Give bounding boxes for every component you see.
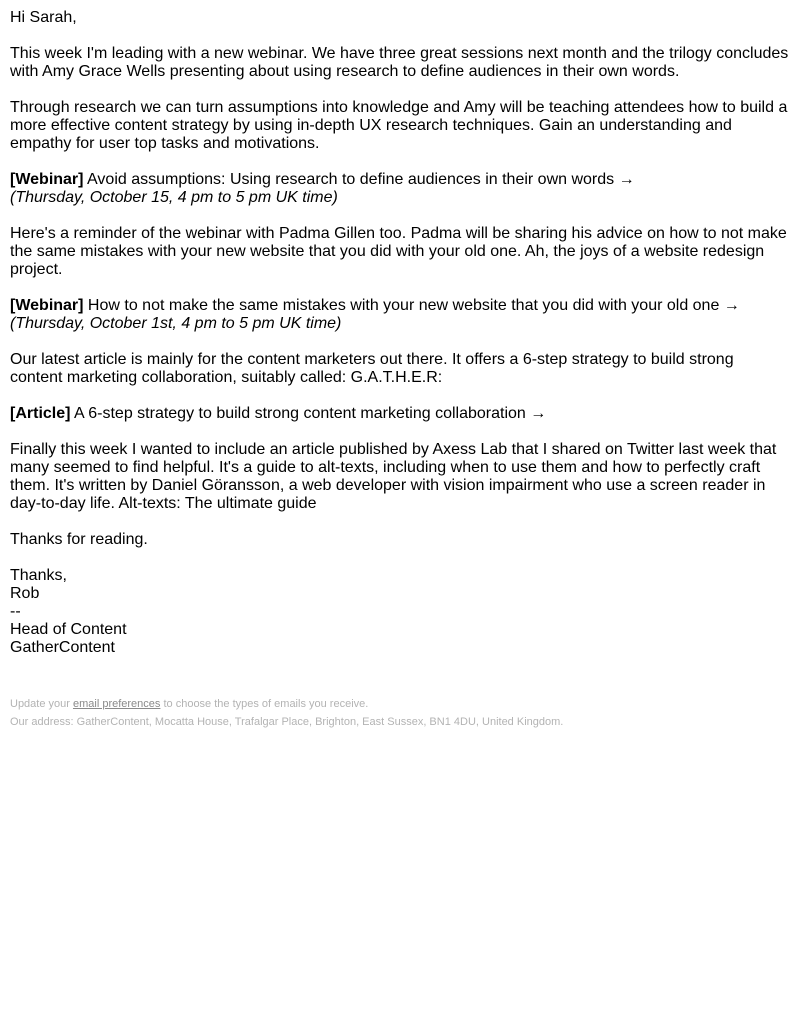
- signature-role: Head of Content: [10, 621, 127, 638]
- article-intro-paragraph: Our latest article is mainly for the content marketers out there. It offers a 6-step strategy to build strong content marketing collaboration, suitably called: G.A.T.H.E.R:: [10, 351, 734, 386]
- email-footer: [10, 695, 790, 731]
- signature-company: GatherContent: [10, 639, 115, 656]
- article-title: A 6-step strategy to build strong content marketing collaboration →: [70, 405, 547, 422]
- article-link[interactable]: [10, 405, 546, 422]
- webinar-2-tag: [Webinar]: [10, 297, 84, 314]
- signature-separator: --: [10, 603, 21, 620]
- signature-signoff: Thanks,: [10, 567, 67, 584]
- signature: [10, 567, 790, 657]
- footer-address: Our address: GatherContent, Mocatta House, Trafalgar Place, Brighton, East Sussex, BN1 4DU, United Kingdom.: [10, 716, 564, 728]
- webinar-2-link-line[interactable]: [10, 297, 790, 315]
- article-tag: [Article]: [10, 405, 71, 422]
- webinar-2-title: How to not make the same mistakes with your new website that you did with your old one →: [83, 297, 740, 314]
- email-preferences-link[interactable]: email preferences: [72, 698, 161, 710]
- article-block: [10, 405, 790, 423]
- webinar-2-block: [10, 297, 790, 333]
- footer-prefs-prefix: Update your: [10, 698, 73, 710]
- webinar-1-date: (Thursday, October 15, 4 pm to 5 pm UK time): [10, 189, 338, 206]
- webinar-1-tag: [Webinar]: [10, 171, 84, 188]
- alt-text-paragraph: Finally this week I wanted to include an article published by Axess Lab that I shared on Twitter last week that many seemed to find helpful. It's a guide to alt-texts, including when to use them and how to perfectly craft them. It's written by Daniel Göransson, a web developer with vision impairment who use a screen reader in day-to-day life. Alt-texts: The ultimate guide: [10, 441, 777, 512]
- webinar-1-title: Avoid assumptions: Using research to define audiences in their own words →: [83, 171, 635, 188]
- signature-name: Rob: [10, 585, 40, 602]
- article-link-line[interactable]: [10, 405, 790, 423]
- reminder-paragraph: Here's a reminder of the webinar with Padma Gillen too. Padma will be sharing his advice on how to not make the same mistakes with your new website that you did with your old one. Ah, the joys of a website redesign project.: [10, 225, 787, 278]
- footer-preferences-line: [10, 695, 790, 713]
- webinar-2-link[interactable]: [10, 297, 740, 314]
- webinar-2-date: (Thursday, October 1st, 4 pm to 5 pm UK time): [10, 315, 342, 332]
- webinar-1-link-line[interactable]: [10, 171, 790, 189]
- thanks-for-reading: Thanks for reading.: [10, 531, 148, 548]
- greeting: Hi Sarah,: [10, 9, 77, 26]
- webinar-1-link[interactable]: [10, 171, 635, 188]
- research-paragraph: Through research we can turn assumptions into knowledge and Amy will be teaching attendees how to build a more effective content strategy by using in-depth UX research techniques. Gain an understanding and empathy for user top tasks and motivations.: [10, 99, 788, 152]
- intro-paragraph: This week I'm leading with a new webinar. We have three great sessions next month and the trilogy concludes with Amy Grace Wells presenting about using research to define audiences in their own words.: [10, 45, 789, 80]
- footer-prefs-suffix: to choose the types of emails you receive.: [160, 698, 369, 710]
- webinar-1-block: [10, 171, 790, 207]
